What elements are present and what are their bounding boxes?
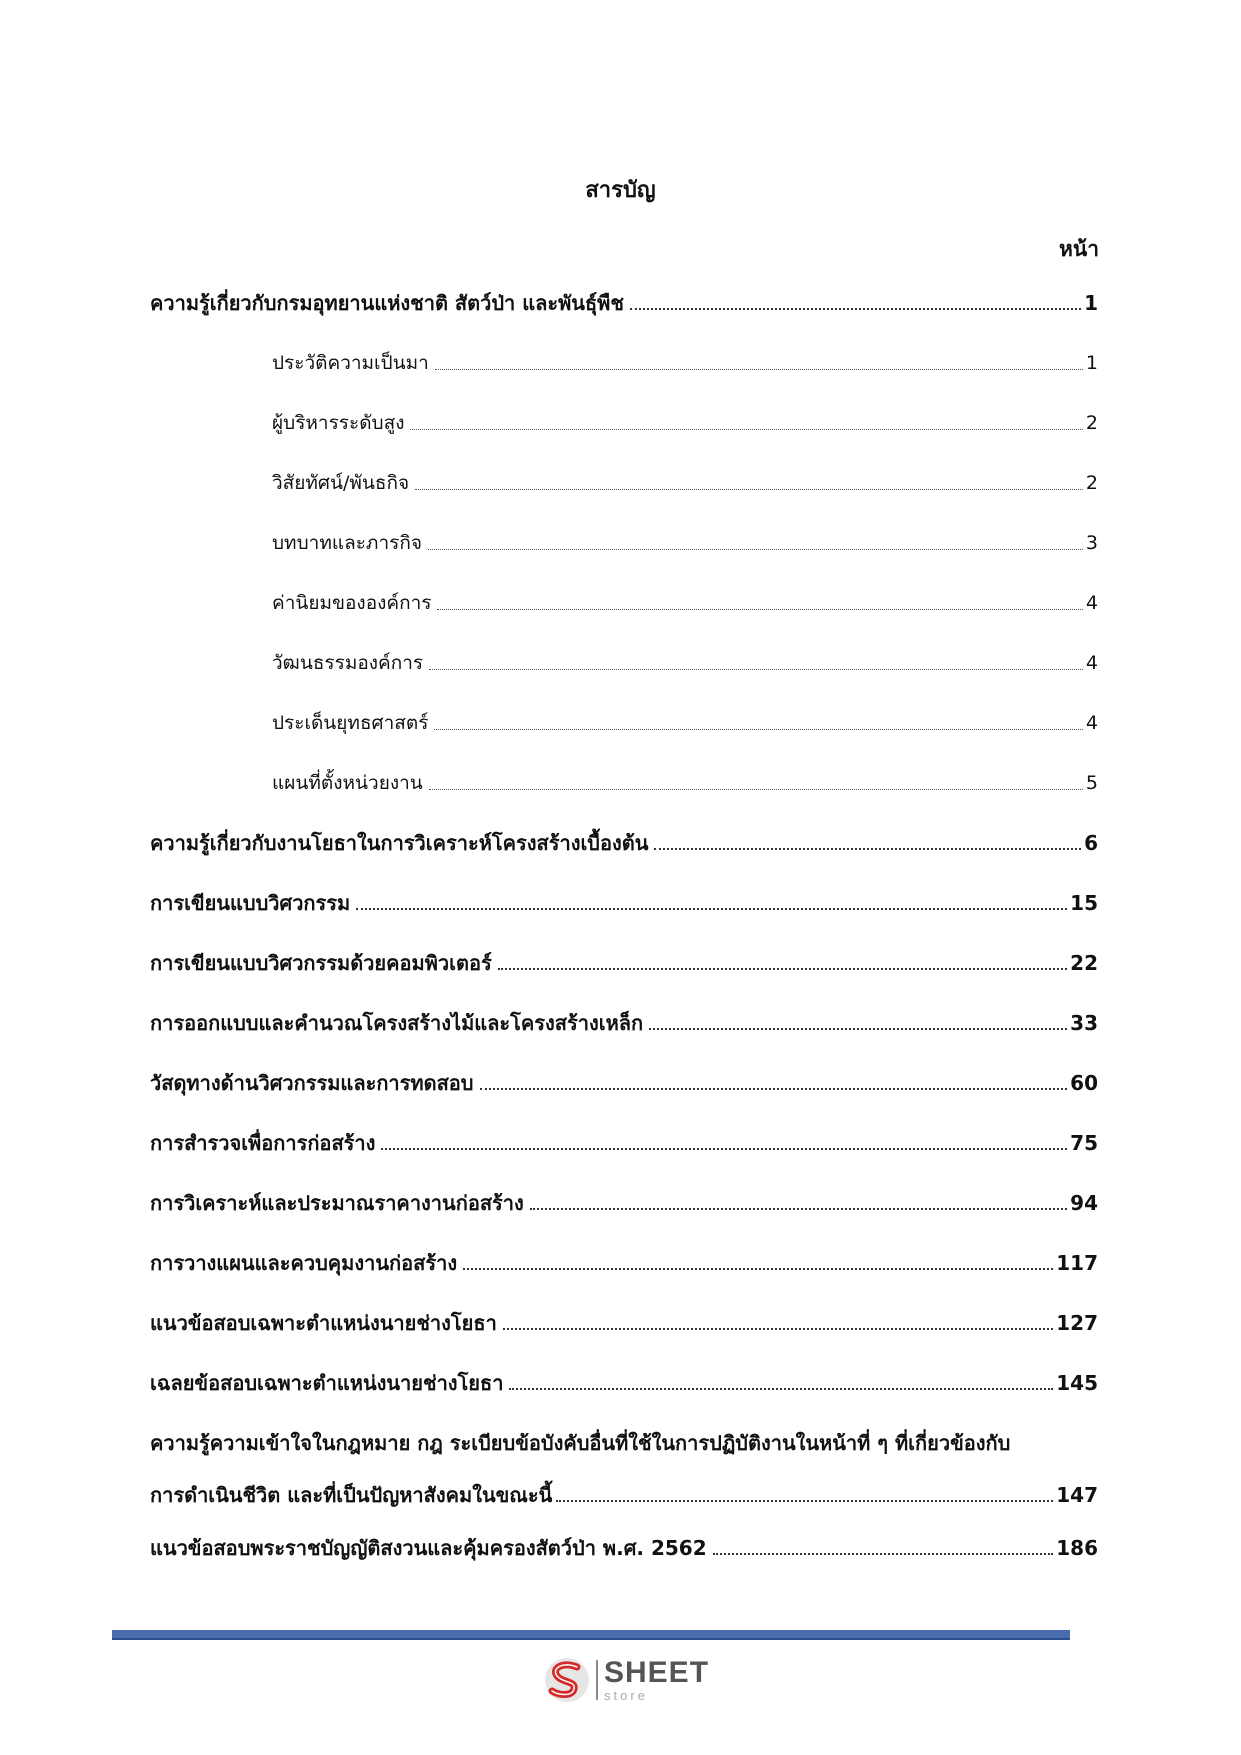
toc-entry-page: 4: [1085, 712, 1098, 734]
toc-entry-page: 4: [1085, 592, 1098, 614]
toc-subentry[interactable]: [272, 349, 1098, 377]
toc-entry-label: ประเด็นยุทธศาสตร์: [272, 712, 429, 734]
toc-entry-page: 6: [1084, 831, 1098, 855]
toc-entry-page: 60: [1070, 1071, 1098, 1095]
logo-s-icon: [542, 1655, 592, 1705]
dot-leader: [654, 848, 1081, 850]
toc-entry-page: 15: [1070, 891, 1098, 915]
toc-entry-page: 147: [1056, 1483, 1098, 1507]
dot-leader: [509, 1388, 1053, 1390]
dot-leader: [428, 549, 1083, 550]
dot-leader: [480, 1088, 1068, 1090]
dot-leader: [356, 908, 1067, 910]
toc-entry-label: ค่านิยมขององค์การ: [272, 592, 432, 614]
dot-leader: [415, 489, 1083, 490]
toc-entry-label: การวางแผนและควบคุมงานก่อสร้าง: [150, 1251, 458, 1275]
dot-leader: [437, 609, 1082, 610]
toc-entry[interactable]: [150, 1249, 1098, 1277]
dot-leader: [498, 968, 1067, 970]
dot-leader: [429, 789, 1083, 790]
toc-entry-label: ความรู้เกี่ยวกับกรมอุทยานแห่งชาติ สัตว์ป่า และพันธุ์พืช: [150, 291, 624, 315]
toc-subentry[interactable]: [272, 469, 1098, 497]
toc-entry-label: การเขียนแบบวิศวกรรม: [150, 891, 351, 915]
dot-leader: [381, 1148, 1067, 1150]
dot-leader: [630, 308, 1081, 310]
toc-subentry[interactable]: [272, 709, 1098, 737]
dot-leader: [463, 1268, 1053, 1270]
toc-entry-page: 3: [1085, 532, 1098, 554]
page-title: สารบัญ: [585, 178, 656, 203]
dot-leader: [435, 369, 1083, 370]
toc-entry-label-line1: ความรู้ความเข้าใจในกฎหมาย กฎ ระเบียบข้อบังคับอื่นที่ใช้ในการปฏิบัติงานในหน้าที่ ๆ ที่เกี่ยวข้องกับ: [150, 1431, 1011, 1455]
toc-entry-page: 117: [1056, 1251, 1098, 1275]
toc-entry[interactable]: [150, 829, 1098, 857]
dot-leader: [503, 1328, 1053, 1330]
toc-subentry[interactable]: [272, 589, 1098, 617]
toc-entry-page: 33: [1070, 1011, 1098, 1035]
sheet-store-logo: [542, 1655, 709, 1705]
toc-entry-label: การออกแบบและคำนวณโครงสร้างไม้และโครงสร้างเหล็ก: [150, 1011, 644, 1035]
toc-entry-label: วัฒนธรรมองค์การ: [272, 652, 424, 674]
toc-entry-label: การสำรวจเพื่อการก่อสร้าง: [150, 1131, 376, 1155]
toc-entry[interactable]: [150, 1309, 1098, 1337]
toc-entry[interactable]: [150, 1009, 1098, 1037]
toc-entry-label: เฉลยข้อสอบเฉพาะตำแหน่งนายช่างโยธา: [150, 1371, 504, 1395]
logo-word: SHEET: [604, 1656, 710, 1689]
toc-entry-page: 1: [1085, 352, 1098, 374]
toc-entry-label: การเขียนแบบวิศวกรรมด้วยคอมพิวเตอร์: [150, 951, 492, 975]
dot-leader: [434, 729, 1082, 730]
toc-entry-label: แนวข้อสอบพระราชบัญญัติสงวนและคุ้มครองสัตว์ป่า พ.ศ. 2562: [150, 1536, 707, 1560]
toc-subentry[interactable]: [272, 649, 1098, 677]
toc-entry-label: ประวัติความเป็นมา: [272, 352, 429, 374]
toc-entry[interactable]: [150, 889, 1098, 917]
dot-leader: [649, 1028, 1067, 1030]
dot-leader: [410, 429, 1082, 430]
toc-entry-page: 145: [1056, 1371, 1098, 1395]
logo-divider: [596, 1660, 598, 1700]
toc-entry-label: การวิเคราะห์และประมาณราคางานก่อสร้าง: [150, 1191, 524, 1215]
toc-entry-label: แผนที่ตั้งหน่วยงาน: [272, 772, 423, 794]
page-column-header: หน้า: [1059, 237, 1099, 261]
toc-subentry[interactable]: [272, 409, 1098, 437]
toc-entry-page: 22: [1070, 951, 1098, 975]
toc-entry-page: 2: [1085, 472, 1098, 494]
toc-subentry[interactable]: [272, 529, 1098, 557]
toc-entry-label: ความรู้เกี่ยวกับงานโยธาในการวิเคราะห์โครงสร้างเบื้องต้น: [150, 831, 649, 855]
toc-entry-page: 4: [1085, 652, 1098, 674]
dot-leader: [530, 1208, 1067, 1210]
toc-entry[interactable]: [150, 1534, 1098, 1562]
toc-entry[interactable]: [150, 289, 1098, 317]
toc-entry[interactable]: [150, 1129, 1098, 1157]
dot-leader: [556, 1500, 1053, 1502]
toc-entry-page: 2: [1085, 412, 1098, 434]
dot-leader: [429, 669, 1083, 670]
toc-entry-label: วัสดุทางด้านวิศวกรรมและการทดสอบ: [150, 1071, 474, 1095]
toc-entry-label: แนวข้อสอบเฉพาะตำแหน่งนายช่างโยธา: [150, 1311, 497, 1335]
toc-entry-page: 94: [1070, 1191, 1098, 1215]
toc-entry[interactable]: [150, 949, 1098, 977]
dot-leader: [713, 1553, 1054, 1555]
toc-entry-page: 75: [1070, 1131, 1098, 1155]
toc-entry-page: 5: [1085, 772, 1098, 794]
toc-entry-label-line2: การดำเนินชีวิต และที่เป็นปัญหาสังคมในขณะนี้: [150, 1483, 553, 1507]
logo-subword: store: [604, 1688, 648, 1703]
toc-entry-multiline[interactable]: [150, 1429, 1098, 1509]
toc-entry-label: บทบาทและภารกิจ: [272, 532, 422, 554]
toc-entry-page: 127: [1056, 1311, 1098, 1335]
toc-entry-page: 186: [1056, 1536, 1098, 1560]
toc-entry-label: ผู้บริหารระดับสูง: [272, 412, 405, 434]
toc-subentry[interactable]: [272, 769, 1098, 797]
toc-entry-label: วิสัยทัศน์/พันธกิจ: [272, 472, 410, 494]
toc-entry[interactable]: [150, 1369, 1098, 1397]
toc-entry-page: 1: [1084, 291, 1098, 315]
footer-rule: [112, 1630, 1070, 1640]
toc-entry[interactable]: [150, 1189, 1098, 1217]
toc-entry[interactable]: [150, 1069, 1098, 1097]
